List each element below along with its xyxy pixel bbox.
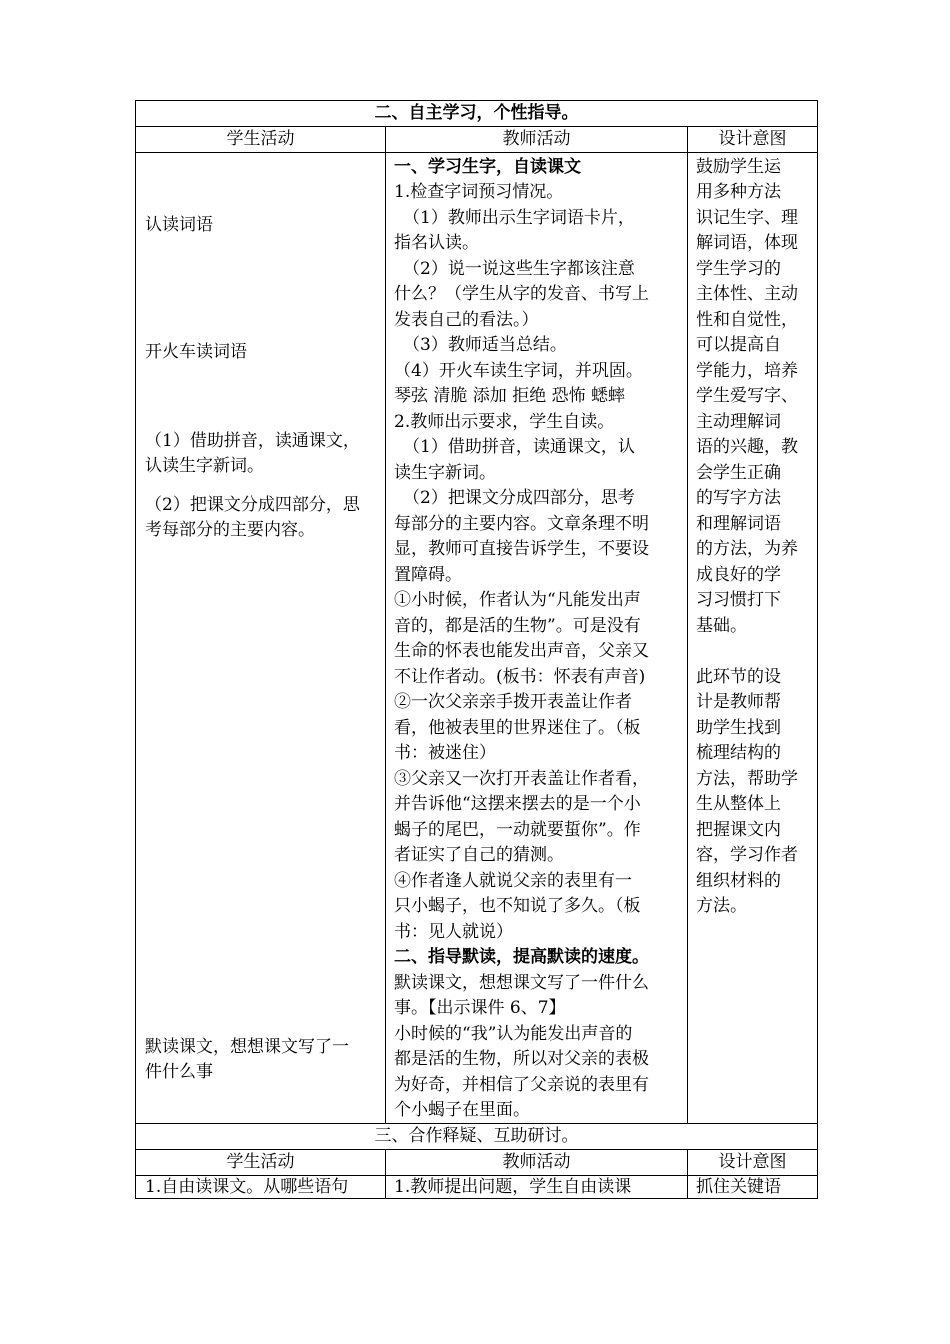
design-text: 学能力，培养 — [696, 361, 798, 381]
design-text: 主体性、主动 — [696, 284, 798, 304]
student-text: 认读词语 — [145, 215, 213, 235]
teacher-text: （1）借助拼音，读通课文，认 — [403, 437, 635, 457]
teacher-text: 小时候的“我”认为能发出声音的 — [394, 1024, 633, 1044]
design-text: 主动理解词 — [696, 412, 781, 432]
teacher-text: 读生字新词。 — [394, 463, 496, 483]
design-text: 可以提高自 — [696, 335, 781, 355]
design-text: 计是教师帮 — [696, 692, 781, 712]
teacher-text: 1.检查字词预习情况。 — [394, 182, 564, 202]
teacher-text: 指名认读。 — [394, 233, 479, 253]
teacher-activity-cell — [386, 153, 688, 1124]
teacher-text: （4）开火车读生字词，并巩固。 — [394, 361, 643, 381]
teacher-text: 蝎子的尾巴，一动就要蜇你”。作 — [394, 820, 641, 840]
design-text: 语的兴趣，教 — [696, 437, 798, 457]
design-text: 学生爱写字、 — [696, 386, 798, 406]
header-design-intent: 设计意图 — [688, 127, 818, 153]
teacher-text: ③父亲又一次打开表盖让作者看， — [394, 769, 649, 789]
teacher-text: 为好奇，并相信了父亲说的表里有 — [394, 1075, 649, 1095]
teacher-text: 书：见人就说） — [394, 922, 513, 942]
student-text: 考每部分的主要内容。 — [145, 520, 315, 540]
teacher-text: 不让作者动。(板书：怀表有声音) — [394, 667, 646, 687]
student-text: 默读课文，想想课文写了一 — [145, 1037, 349, 1057]
design-text: 容，学习作者 — [696, 845, 798, 865]
design-text: 方法。 — [696, 896, 747, 916]
design-text: 用多种方法 — [696, 182, 781, 202]
section-title: 三、合作释疑、互助研讨。 — [136, 1124, 818, 1150]
teacher-text: 显，教师可直接告诉学生，不要设 — [394, 539, 649, 559]
design-text: 此环节的设 — [696, 667, 781, 687]
teacher-text: 什么？（学生从字的发音、书写上 — [394, 284, 649, 304]
design-text: 和理解词语 — [696, 514, 781, 534]
design-intent-cell — [688, 153, 818, 1124]
teacher-text: （2）把课文分成四部分，思考 — [403, 488, 635, 508]
student-text: 件什么事 — [145, 1062, 213, 1082]
design-text: 学生学习的 — [696, 259, 781, 279]
teacher-text: 生命的怀表也能发出声音，父亲又 — [394, 641, 649, 661]
design-intent-cell: 抓住关键语 — [688, 1176, 818, 1199]
teacher-text: 只小蝎子，也不知说了多久。（板 — [394, 896, 641, 916]
teacher-text: 书：被迷住） — [394, 743, 496, 763]
design-text: 习习惯打下 — [696, 590, 781, 610]
teacher-text: （2）说一说这些生字都该注意 — [403, 259, 635, 279]
teacher-text: 个小蝎子在里面。 — [394, 1100, 530, 1120]
student-activity-cell — [136, 153, 386, 1124]
design-text: 性和自觉性， — [696, 310, 798, 330]
header-student-activity: 学生活动 — [136, 127, 386, 153]
design-text: 鼓励学生运 — [696, 157, 781, 177]
section-title: 二、自主学习，个性指导。 — [136, 101, 818, 127]
teacher-heading: 一、学习生字，自读课文 — [394, 157, 581, 177]
teacher-text: 2.教师出示要求，学生自读。 — [394, 412, 615, 432]
teacher-heading: 二、指导默读，提高默读的速度。 — [394, 947, 649, 967]
teacher-text: 都是活的生物，所以对父亲的表极 — [394, 1049, 649, 1069]
teacher-text: （1）教师出示生字词语卡片， — [403, 208, 635, 228]
design-text: 生从整体上 — [696, 794, 781, 814]
design-text: 成良好的学 — [696, 565, 781, 585]
design-text: 把握课文内 — [696, 820, 781, 840]
design-text: 基础。 — [696, 616, 747, 636]
teacher-text: 者证实了自己的猜测。 — [394, 845, 564, 865]
teacher-text: 并告诉他“这摆来摆去的是一个小 — [394, 794, 641, 814]
design-text: 识记生字、理 — [696, 208, 798, 228]
header-teacher-activity: 教师活动 — [386, 1150, 688, 1176]
student-text: 开火车读词语 — [145, 342, 247, 362]
student-activity-cell: 1.自由读课文。从哪些语句 — [136, 1176, 386, 1199]
design-text: 助学生找到 — [696, 718, 781, 738]
design-text: 组织材料的 — [696, 871, 781, 891]
student-text: 认读生字新词。 — [145, 456, 264, 476]
student-text: （1）借助拼音，读通课文， — [145, 431, 360, 451]
design-text: 会学生正确 — [696, 463, 781, 483]
teacher-text: 默读课文，想想课文写了一件什么 — [394, 973, 649, 993]
teacher-text: 发表自己的看法。） — [394, 310, 539, 330]
teacher-text: ①小时候，作者认为“凡能发出声 — [394, 590, 641, 610]
teacher-text: ④作者逢人就说父亲的表里有一 — [394, 871, 632, 891]
teacher-text: 每部分的主要内容。文章条理不明 — [394, 514, 649, 534]
student-text: （2）把课文分成四部分，思 — [145, 495, 360, 515]
teacher-activity-cell: 1.教师提出问题，学生自由读课 — [386, 1176, 688, 1199]
teacher-text: （3）教师适当总结。 — [403, 335, 567, 355]
design-text: 的方法，为养 — [696, 539, 798, 559]
design-text: 方法，帮助学 — [696, 769, 798, 789]
teacher-text: 事。【出示课件 6、7】 — [394, 998, 566, 1018]
teacher-text: 看，他被表里的世界迷住了。（板 — [394, 718, 641, 738]
header-design-intent: 设计意图 — [688, 1150, 818, 1176]
teacher-text: 置障碍。 — [394, 565, 462, 585]
header-student-activity: 学生活动 — [136, 1150, 386, 1176]
teacher-text: 琴弦 清脆 添加 拒绝 恐怖 蟋蟀 — [394, 386, 626, 406]
design-text: 梳理结构的 — [696, 743, 781, 763]
teacher-text: ②一次父亲亲手拨开表盖让作者 — [394, 692, 632, 712]
header-teacher-activity: 教师活动 — [386, 127, 688, 153]
lesson-plan-table — [135, 100, 818, 1199]
design-text: 解词语，体现 — [696, 233, 798, 253]
teacher-text: 音的，都是活的生物”。可是没有 — [394, 616, 641, 636]
design-text: 的写字方法 — [696, 488, 781, 508]
